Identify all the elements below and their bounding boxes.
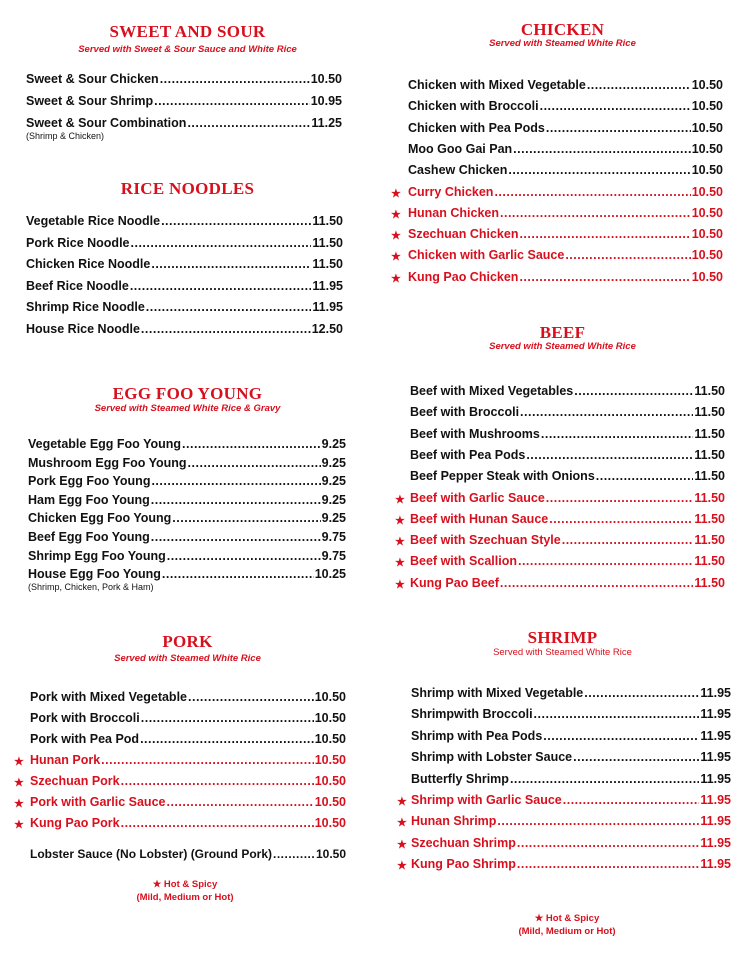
menu-item-price: 10.50 xyxy=(691,248,723,263)
menu-item-name: Szechuan Pork xyxy=(30,774,120,788)
menu-item-name: Shrimp with Pea Pods xyxy=(411,728,543,743)
section-title: RICE NOODLES xyxy=(120,179,255,198)
menu-item-name: Chicken with Pea Pods xyxy=(408,120,545,135)
dot-leader xyxy=(563,793,700,807)
menu-item xyxy=(411,857,731,875)
menu-item-name: Pork with Pea Pod xyxy=(30,732,140,746)
menu-item xyxy=(410,384,725,402)
menu-item-name: Beef Egg Foo Young xyxy=(28,530,150,544)
menu-item-price: 11.50 xyxy=(694,511,725,526)
menu-item-name: Hunan Pork xyxy=(30,753,101,767)
menu-item-price: 11.50 xyxy=(694,533,725,548)
dot-leader xyxy=(497,814,699,828)
dot-leader xyxy=(562,533,694,547)
menu-item-name: House Egg Foo Young xyxy=(28,567,161,582)
menu-item-name: Lobster Sauce (No Lobster) (Ground Pork) xyxy=(30,847,273,861)
menu-item-price: 11.95 xyxy=(312,278,343,293)
item-note: (Shrimp & Chicken) xyxy=(26,131,105,141)
hot-spicy-star-icon: ★ xyxy=(395,514,405,527)
menu-item xyxy=(410,427,725,445)
dot-leader xyxy=(140,732,314,746)
dot-leader xyxy=(519,227,690,241)
menu-item-name: Shrimp Rice Noodle xyxy=(26,300,145,315)
menu-item xyxy=(26,72,342,90)
menu-item-name: Shrimp with Mixed Vegetable xyxy=(411,686,584,700)
dot-leader xyxy=(182,437,321,451)
dot-leader xyxy=(565,248,690,262)
menu-item-name: Sweet & Sour Combination xyxy=(26,116,187,130)
menu-item-price: 10.50 xyxy=(315,847,346,861)
menu-item xyxy=(408,248,723,266)
menu-item xyxy=(30,732,346,750)
menu-item-name: Beef with Scallion xyxy=(410,554,517,569)
menu-item-price: 10.50 xyxy=(691,163,723,178)
menu-item-price: 10.50 xyxy=(691,141,723,156)
menu-item xyxy=(408,227,723,245)
star-icon: ★ xyxy=(534,913,544,924)
menu-item-price: 11.95 xyxy=(700,707,731,722)
menu-item-price: 11.95 xyxy=(700,793,731,807)
menu-item-name: Curry Chicken xyxy=(408,184,494,199)
menu-item xyxy=(408,163,723,181)
menu-item-price: 10.50 xyxy=(691,227,723,242)
menu-item xyxy=(408,99,723,117)
dot-leader xyxy=(546,491,694,505)
menu-item-name: Vegetable Rice Noodle xyxy=(26,214,161,228)
hot-spicy-star-icon: ★ xyxy=(397,796,407,808)
menu-item xyxy=(410,512,725,530)
menu-item-name: Moo Goo Gai Pan xyxy=(408,141,513,156)
menu-item-price: 11.50 xyxy=(694,554,725,569)
menu-item-name: Beef with Broccoli xyxy=(410,405,520,420)
hot-spicy-star-icon: ★ xyxy=(395,557,405,570)
menu-item xyxy=(26,300,343,318)
menu-item-price: 10.50 xyxy=(691,120,723,135)
dot-leader xyxy=(574,384,693,398)
section-subtitle: Served with Steamed White Rice xyxy=(489,38,636,49)
menu-item-price: 10.50 xyxy=(691,205,723,220)
menu-item-name: Pork with Broccoli xyxy=(30,711,140,725)
menu-item-price: 10.50 xyxy=(314,711,346,725)
hot-spicy-star-icon: ★ xyxy=(391,251,401,264)
dot-leader xyxy=(519,270,690,284)
dot-leader xyxy=(151,474,320,488)
legend-levels: (Mild, Medium or Hot) xyxy=(136,892,234,903)
menu-item xyxy=(28,474,346,492)
hot-spicy-star-icon: ★ xyxy=(395,578,405,591)
hot-spicy-star-icon: ★ xyxy=(395,536,405,549)
dot-leader xyxy=(161,214,311,228)
menu-item-price: 9.25 xyxy=(321,474,346,489)
menu-item-name: Beef with Mushrooms xyxy=(410,426,540,441)
menu-item-name: Chicken with Broccoli xyxy=(408,99,539,114)
dot-leader xyxy=(141,711,314,725)
section-title: EGG FOO YOUNG xyxy=(112,384,263,403)
dot-leader xyxy=(154,94,310,108)
menu-item-name: Butterfly Shrimp xyxy=(411,771,509,786)
item-note: (Shrimp, Chicken, Pork & Ham) xyxy=(28,582,154,593)
menu-item-price: 10.50 xyxy=(314,816,346,830)
dot-leader xyxy=(188,456,321,470)
menu-item-name: Hunan Shrimp xyxy=(411,814,497,829)
dot-leader xyxy=(517,836,700,850)
menu-item xyxy=(28,530,346,548)
menu-item-price: 10.50 xyxy=(314,690,346,704)
dot-leader xyxy=(494,185,690,199)
dot-leader xyxy=(520,405,693,419)
menu-item xyxy=(410,491,725,509)
menu-item-name: Pork with Garlic Sauce xyxy=(30,795,166,809)
hot-spicy-star-icon: ★ xyxy=(391,272,401,285)
menu-item-name: Beef with Szechuan Style xyxy=(410,533,561,548)
menu-item-name: Beef Pepper Steak with Onions xyxy=(410,469,595,484)
menu-item xyxy=(408,270,723,288)
menu-item-price: 11.95 xyxy=(700,857,731,872)
menu-item xyxy=(30,816,346,834)
section-subtitle: Served with Sweet & Sour Sauce and White Rice xyxy=(78,44,297,55)
menu-item-name: Hunan Chicken xyxy=(408,205,499,220)
menu-item xyxy=(408,78,723,96)
menu-item-name: Beef Rice Noodle xyxy=(26,278,129,293)
menu-item-name: Pork Egg Foo Young xyxy=(28,474,151,489)
menu-item xyxy=(30,795,346,813)
menu-item-name: Shrimp with Garlic Sauce xyxy=(411,793,562,807)
section-subtitle: Served with Steamed White Rice & Gravy xyxy=(94,403,281,414)
menu-item-name: Chicken Rice Noodle xyxy=(26,257,151,272)
menu-item-price: 10.50 xyxy=(314,732,346,746)
menu-item xyxy=(408,206,723,224)
menu-item-price: 12.50 xyxy=(311,322,343,336)
menu-item-price: 10.50 xyxy=(691,99,723,114)
menu-item-price: 11.50 xyxy=(312,257,343,272)
hot-spicy-star-icon: ★ xyxy=(14,756,24,768)
menu-item-price: 11.50 xyxy=(694,575,725,590)
menu-item xyxy=(28,511,346,529)
menu-item-price: 11.25 xyxy=(311,116,342,130)
menu-item-price: 11.50 xyxy=(694,447,725,462)
menu-item xyxy=(411,750,731,768)
section-title: CHICKEN xyxy=(520,20,605,39)
menu-item-name: Mushroom Egg Foo Young xyxy=(28,455,187,470)
menu-item xyxy=(26,236,343,254)
menu-item xyxy=(26,257,343,275)
menu-item xyxy=(411,793,731,811)
hot-spicy-star-icon: ★ xyxy=(397,817,407,830)
dot-leader xyxy=(130,279,312,293)
hot-spicy-star-icon: ★ xyxy=(391,230,401,243)
menu-item xyxy=(26,279,343,297)
menu-item-price: 11.95 xyxy=(700,835,731,850)
menu-item-price: 11.95 xyxy=(700,686,731,700)
dot-leader xyxy=(540,99,691,113)
dot-leader xyxy=(508,163,690,177)
menu-item-name: Pork Rice Noodle xyxy=(26,235,130,250)
section-title: SHRIMP xyxy=(527,628,598,647)
dot-leader xyxy=(500,206,691,220)
dot-leader xyxy=(549,512,693,526)
dot-leader xyxy=(273,847,315,861)
menu-item-price: 10.50 xyxy=(314,774,346,788)
hot-spicy-star-icon: ★ xyxy=(397,838,407,851)
menu-item xyxy=(410,448,725,466)
menu-item xyxy=(28,456,346,474)
menu-item xyxy=(26,214,343,232)
menu-item xyxy=(411,772,731,790)
dot-leader xyxy=(517,857,700,871)
menu-item-name: Kung Pao Beef xyxy=(410,575,499,590)
dot-leader xyxy=(151,530,321,544)
menu-item-name: Sweet & Sour Shrimp xyxy=(26,94,154,108)
dot-leader xyxy=(510,772,699,786)
menu-item-name: Kung Pao Pork xyxy=(30,816,120,830)
dot-leader xyxy=(167,549,321,563)
menu-item-price: 11.50 xyxy=(312,235,343,250)
dot-leader xyxy=(187,116,310,130)
menu-item xyxy=(30,774,346,792)
dot-leader xyxy=(172,511,320,525)
menu-item-price: 9.75 xyxy=(321,548,346,563)
legend-levels: (Mild, Medium or Hot) xyxy=(518,926,616,937)
hot-spicy-star-icon: ★ xyxy=(14,798,24,810)
section-title: SWEET AND SOUR xyxy=(109,22,266,41)
menu-item-name: Chicken Egg Foo Young xyxy=(28,511,172,526)
menu-item xyxy=(411,729,731,747)
menu-item-name: Sweet & Sour Chicken xyxy=(26,72,159,86)
menu-item-name: Beef with Garlic Sauce xyxy=(410,490,545,505)
dot-leader xyxy=(146,300,312,314)
menu-item-price: 11.50 xyxy=(694,405,725,420)
menu-item-price: 11.95 xyxy=(700,771,731,786)
menu-item-price: 10.25 xyxy=(314,567,346,582)
menu-item-name: Szechuan Shrimp xyxy=(411,835,516,850)
menu-item xyxy=(408,142,723,160)
menu-item-price: 10.50 xyxy=(691,78,723,92)
dot-leader xyxy=(166,795,313,809)
menu-item-name: Shrimp with Lobster Sauce xyxy=(411,750,573,765)
hot-spicy-star-icon: ★ xyxy=(395,493,405,506)
menu-item-name: Pork with Mixed Vegetable xyxy=(30,690,187,704)
menu-item-price: 9.25 xyxy=(321,437,346,451)
menu-item xyxy=(410,554,725,572)
dot-leader xyxy=(101,753,314,767)
hot-spicy-legend xyxy=(100,878,270,904)
menu-item xyxy=(410,405,725,423)
section-subtitle: Served with Steamed White Rice xyxy=(493,647,632,658)
menu-item xyxy=(410,533,725,551)
menu-item-name: Chicken with Mixed Vegetable xyxy=(408,78,586,92)
section-title: PORK xyxy=(162,632,213,651)
menu-item-name: Beef with Hunan Sauce xyxy=(410,511,549,526)
hot-spicy-star-icon: ★ xyxy=(391,187,401,200)
menu-item-price: 11.50 xyxy=(694,469,725,484)
menu-item-price: 10.50 xyxy=(314,795,346,809)
hot-spicy-legend xyxy=(482,912,652,938)
menu-item xyxy=(30,847,346,865)
menu-item xyxy=(411,836,731,854)
dot-leader xyxy=(518,554,693,568)
dot-leader xyxy=(534,707,700,721)
menu-item-price: 11.50 xyxy=(312,214,343,228)
menu-item-name: Vegetable Egg Foo Young xyxy=(28,437,182,451)
dot-leader xyxy=(513,142,691,156)
hot-spicy-star-icon: ★ xyxy=(14,777,24,789)
menu-item-price: 10.50 xyxy=(691,269,723,284)
menu-item-name: Beef with Mixed Vegetables xyxy=(410,384,574,398)
dot-leader xyxy=(543,729,699,743)
menu-item xyxy=(410,469,725,487)
menu-item xyxy=(28,549,346,567)
dot-leader xyxy=(151,257,311,271)
dot-leader xyxy=(500,576,694,590)
hot-spicy-star-icon: ★ xyxy=(391,208,401,221)
menu-item-name: Ham Egg Foo Young xyxy=(28,492,150,507)
menu-item xyxy=(30,711,346,729)
dot-leader xyxy=(584,686,699,700)
menu-item-price: 11.95 xyxy=(312,300,343,315)
hot-spicy-star-icon: ★ xyxy=(397,860,407,873)
section-title: BEEF xyxy=(539,323,586,342)
dot-leader xyxy=(546,121,691,135)
menu-item-price: 10.50 xyxy=(691,184,723,199)
dot-leader xyxy=(188,690,314,704)
menu-item xyxy=(408,185,723,203)
menu-item xyxy=(26,322,343,340)
menu-item-name: Shrimpwith Broccoli xyxy=(411,707,533,722)
menu-item xyxy=(411,686,731,704)
menu-item-name: Cashew Chicken xyxy=(408,163,508,178)
star-icon: ★ xyxy=(152,879,162,890)
section-subtitle: Served with Steamed White Rice xyxy=(114,653,261,664)
menu-item-name: Shrimp Egg Foo Young xyxy=(28,548,166,563)
dot-leader xyxy=(526,448,693,462)
menu-item-price: 10.50 xyxy=(314,753,346,767)
menu-item-name: Kung Pao Shrimp xyxy=(411,857,516,872)
menu-item-name: Chicken with Garlic Sauce xyxy=(408,248,565,263)
section-subtitle: Served with Steamed White Rice xyxy=(489,341,636,352)
dot-leader xyxy=(121,816,314,830)
menu-item-price: 9.25 xyxy=(321,511,346,526)
legend-label: Hot & Spicy xyxy=(163,879,218,890)
menu-item-price: 11.50 xyxy=(694,490,725,505)
menu-item-name: Kung Pao Chicken xyxy=(408,269,519,284)
menu-item-price: 10.50 xyxy=(310,72,342,86)
menu-item-price: 11.95 xyxy=(700,728,731,743)
menu-item xyxy=(410,576,725,594)
menu-item xyxy=(28,437,346,455)
menu-item xyxy=(30,690,346,708)
menu-item-price: 9.25 xyxy=(321,492,346,507)
menu-item-price: 9.75 xyxy=(321,530,346,544)
menu-item xyxy=(28,493,346,511)
dot-leader xyxy=(573,750,699,764)
dot-leader xyxy=(131,236,312,250)
dot-leader xyxy=(541,427,694,441)
dot-leader xyxy=(141,322,311,336)
menu-item xyxy=(408,121,723,139)
menu-item xyxy=(411,814,731,832)
menu-item-price: 11.95 xyxy=(700,814,731,829)
dot-leader xyxy=(596,469,694,483)
menu-item-name: House Rice Noodle xyxy=(26,322,140,336)
dot-leader xyxy=(162,567,314,581)
menu-item-price: 11.50 xyxy=(694,426,725,441)
dot-leader xyxy=(587,78,691,92)
menu-item-price: 10.95 xyxy=(310,94,342,108)
menu-item-name: Beef with Pea Pods xyxy=(410,447,526,462)
menu-item xyxy=(26,94,342,112)
hot-spicy-star-icon: ★ xyxy=(14,819,24,831)
menu-item-price: 9.25 xyxy=(321,455,346,470)
dot-leader xyxy=(151,493,321,507)
menu-item-price: 11.95 xyxy=(700,750,731,765)
legend-label: Hot & Spicy xyxy=(545,913,600,924)
menu-item xyxy=(30,753,346,771)
menu-item xyxy=(411,707,731,725)
dot-leader xyxy=(121,774,314,788)
menu-item-name: Szechuan Chicken xyxy=(408,227,519,242)
dot-leader xyxy=(160,72,310,86)
menu-item-price: 11.50 xyxy=(694,384,725,398)
